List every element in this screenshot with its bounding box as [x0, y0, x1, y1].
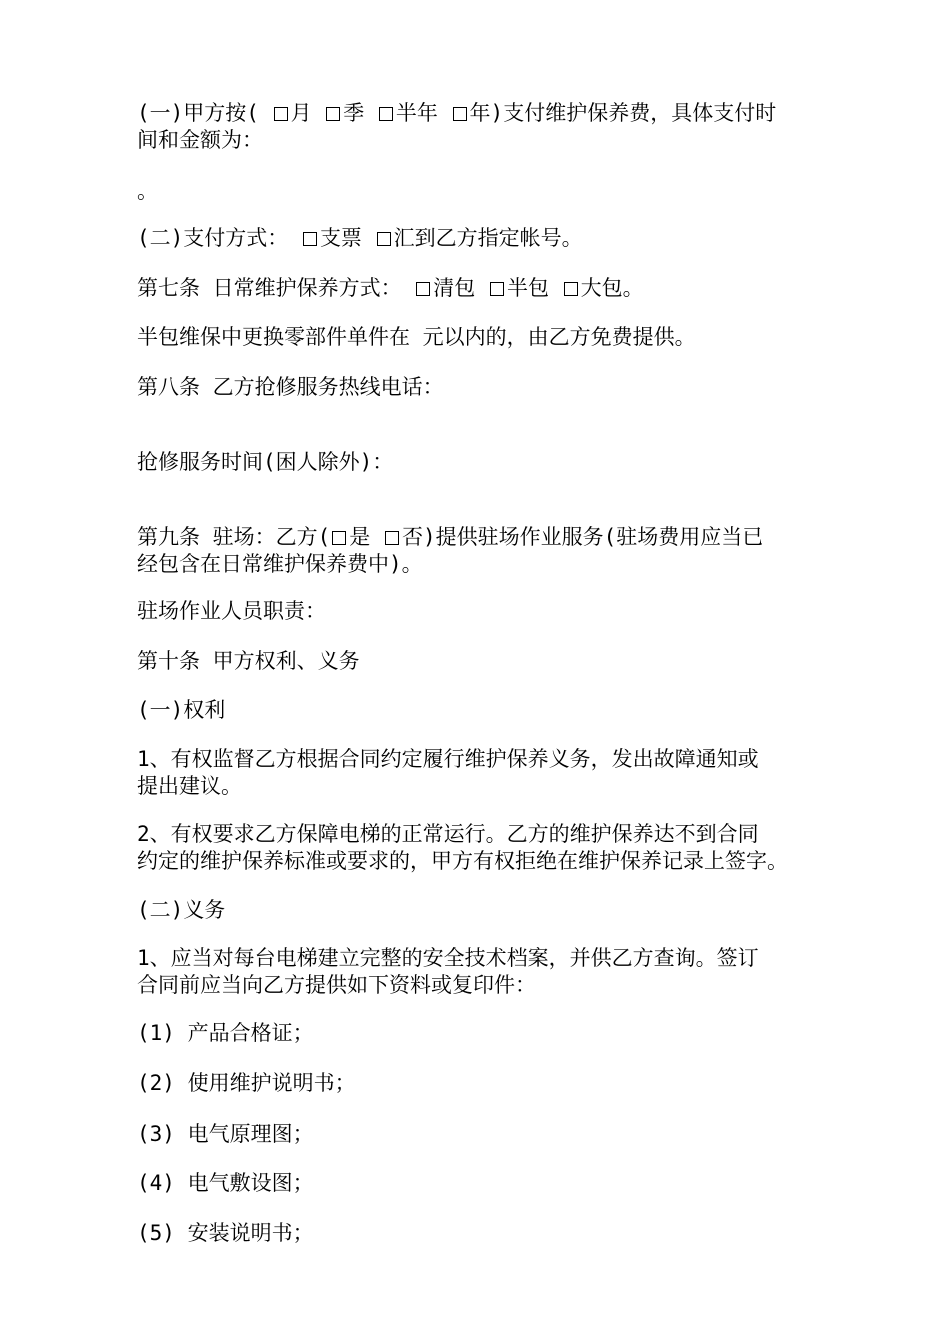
checkbox-icon	[377, 232, 391, 246]
repair-service-time: 抢修服务时间(困人除外)：	[137, 450, 394, 474]
payment-amount-blank: 。	[137, 179, 158, 203]
right-1-line-2: 提出建议。	[137, 774, 242, 798]
article-8-hotline: 第八条 乙方抢修服务热线电话：	[137, 375, 444, 399]
doc-item-5: (5) 安装说明书；	[137, 1221, 314, 1245]
checkbox-icon	[332, 531, 346, 545]
checkbox-icon	[416, 282, 430, 296]
article-7-maintenance-mode: 第七条 日常维护保养方式： 清包 半包 大包。	[137, 276, 644, 300]
doc-item-3: (3) 电气原理图；	[137, 1122, 314, 1146]
checkbox-icon	[385, 531, 399, 545]
checkbox-icon	[274, 107, 288, 121]
right-2-line-2: 约定的维护保养标准或要求的，甲方有权拒绝在维护保养记录上签字。	[137, 849, 788, 873]
checkbox-icon	[326, 107, 340, 121]
onsite-staff-duties: 驻场作业人员职责：	[137, 599, 326, 623]
half-package-parts: 半包维保中更换零部件单件在 元以内的，由乙方免费提供。	[137, 325, 696, 349]
payment-method: (二)支付方式： 支票 汇到乙方指定帐号。	[137, 226, 583, 250]
checkbox-icon	[490, 282, 504, 296]
checkbox-icon	[453, 107, 467, 121]
article-9-onsite-line-2: 经包含在日常维护保养费中)。	[137, 552, 423, 576]
payment-period-line-2: 间和金额为：	[137, 128, 263, 152]
payment-period-line-1: (一)甲方按( 月 季 半年 年)支付维护保养费，具体支付时	[137, 101, 777, 125]
doc-item-1: (1) 产品合格证；	[137, 1021, 314, 1045]
doc-item-4: (4) 电气敷设图；	[137, 1171, 314, 1195]
checkbox-icon	[564, 282, 578, 296]
rights-heading: (一)权利	[137, 698, 226, 722]
right-1-line-1: 1、有权监督乙方根据合同约定履行维护保养义务，发出故障通知或	[137, 747, 759, 771]
checkbox-icon	[379, 107, 393, 121]
article-9-onsite-line-1: 第九条 驻场：乙方( 是 否)提供驻场作业服务(驻场费用应当已	[137, 525, 764, 549]
obligation-1-line-1: 1、应当对每台电梯建立完整的安全技术档案，并供乙方查询。签订	[137, 946, 759, 970]
obligation-1-line-2: 合同前应当向乙方提供如下资料或复印件：	[137, 973, 536, 997]
obligations-heading: (二)义务	[137, 898, 226, 922]
article-10-title: 第十条 甲方权利、义务	[137, 649, 360, 673]
right-2-line-1: 2、有权要求乙方保障电梯的正常运行。乙方的维护保养达不到合同	[137, 822, 759, 846]
doc-item-2: (2) 使用维护说明书；	[137, 1071, 356, 1095]
checkbox-icon	[303, 232, 317, 246]
